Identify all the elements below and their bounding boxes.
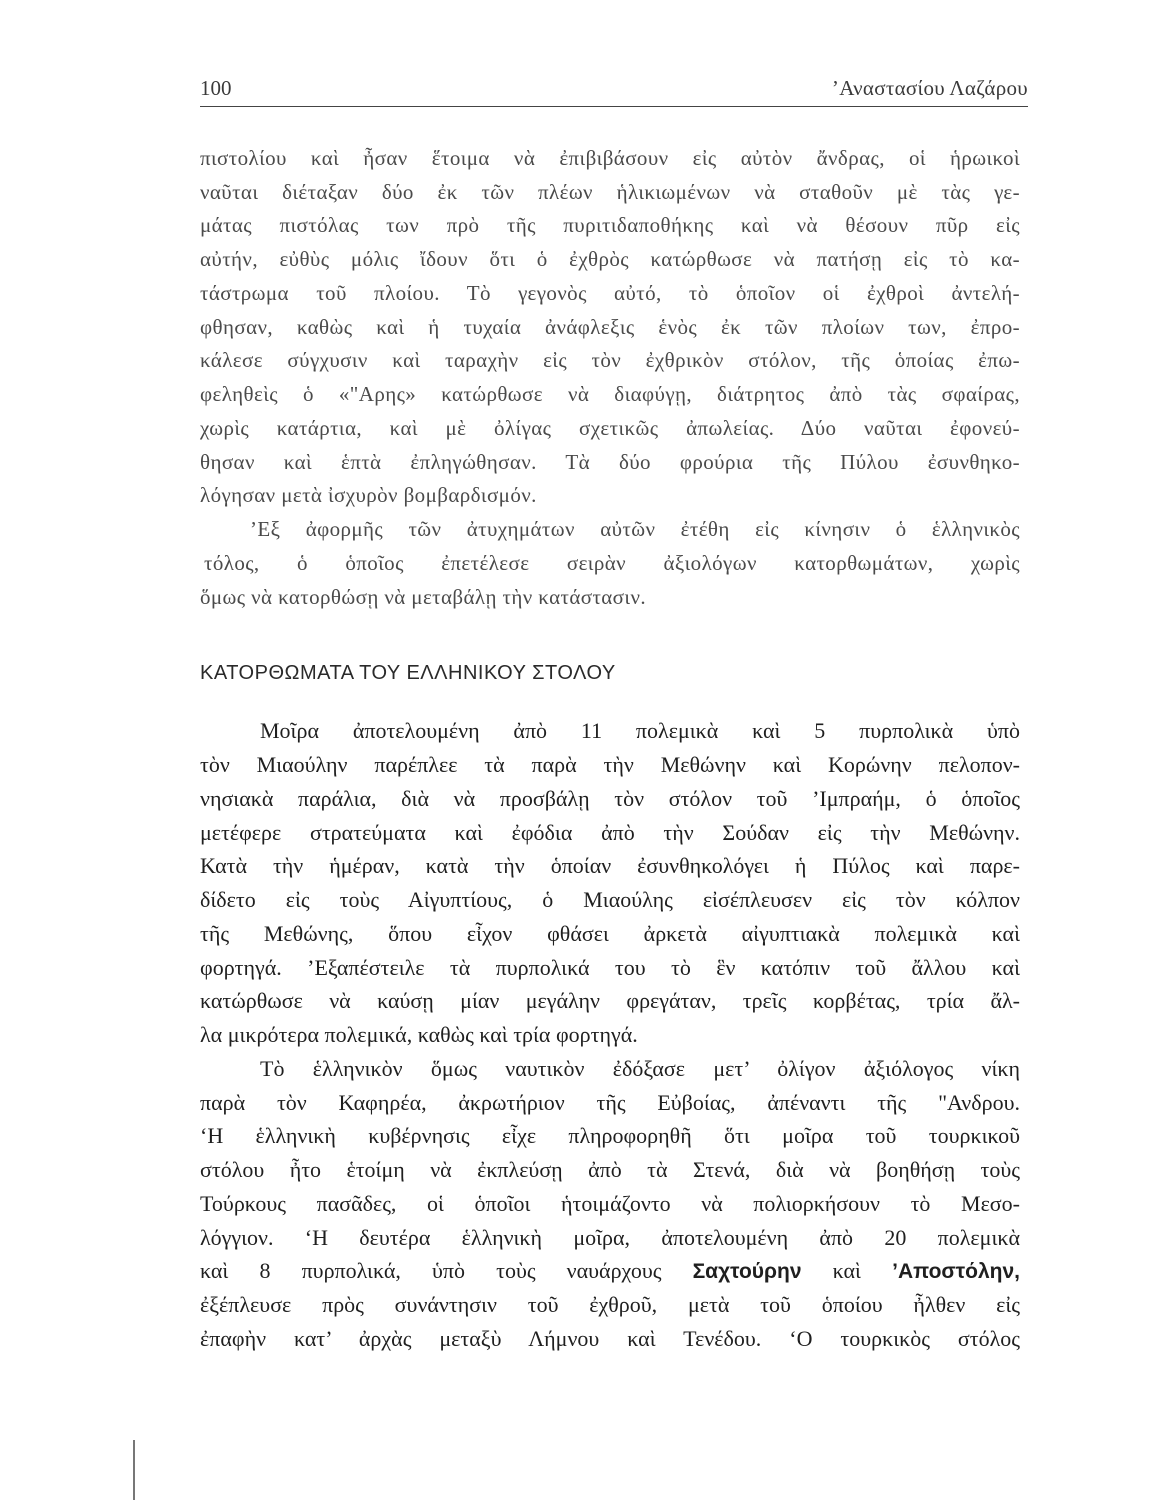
running-head: ’Αναστασίου Λαζάρου	[831, 76, 1028, 100]
text-line: ὅμως νὰ κατορθώσῃ νὰ μεταβάλῃ τὴν κατάστασιν.	[200, 585, 646, 609]
text-line: νησιακὰ παράλια, διὰ νὰ προσβάλῃ τὸν στόλον τοῦ ’Ιμπραήμ, ὁ ὁποῖος	[200, 786, 1020, 811]
text-line-with-names	[200, 1258, 1020, 1284]
text-line: μάτας πιστόλας των πρὸ τῆς πυριτιδαποθήκης καὶ νὰ θέσουν πῦρ εἰς	[200, 213, 1020, 237]
text-line: τῆς Μεθώνης, ὅπου εἶχον φθάσει ἀρκετὰ αἰγυπτιακὰ πολεμικὰ καὶ	[200, 921, 1020, 946]
text-line: πιστολίου καὶ ἦσαν ἕτοιμα νὰ ἐπιβιβάσουν εἰς αὐτὸν ἄνδρας, οἱ ἡρωικοὶ	[200, 146, 1020, 170]
text-line: δίδετο εἰς τοὺς Αἰγυπτίους, ὁ Μιαούλης εἰσέπλευσεν εἰς τὸν κόλπον	[200, 887, 1020, 912]
text-line: ’Εξ ἀφορμῆς τῶν ἀτυχημάτων αὐτῶν ἐτέθη εἰς κίνησιν ὁ ἑλληνικὸς	[250, 517, 1020, 541]
page-number: 100	[200, 76, 232, 100]
text-line: λόγγιον. ‘Η δευτέρα ἑλληνικὴ μοῖρα, ἀποτελουμένη ἀπὸ 20 πολεμικὰ	[200, 1225, 1020, 1250]
text-line: φθησαν, καθὼς καὶ ἡ τυχαία ἀνάφλεξις ἑνὸς ἐκ τῶν πλοίων των, ἐπρο-	[200, 315, 1020, 339]
text-line: ναῦται διέταξαν δύο ἐκ τῶν πλέων ἡλικιωμένων νὰ σταθοῦν μὲ τὰς γε-	[200, 180, 1020, 204]
text-line: στόλου ἦτο ἑτοίμη νὰ ἐκπλεύσῃ ἀπὸ τὰ Στενά, διὰ νὰ βοηθήσῃ τοὺς	[200, 1157, 1020, 1182]
text-line: τάστρωμα τοῦ πλοίου. Τὸ γεγονὸς αὐτό, τὸ ὁποῖον οἱ ἐχθροὶ ἀντελή-	[200, 281, 1020, 305]
text-line: τὸν Μιαούλην παρέπλεε τὰ παρὰ τὴν Μεθώνην καὶ Κορώνην πελοπον-	[200, 752, 1020, 777]
text-line: αὐτήν, εὐθὺς μόλις ἴδουν ὅτι ὁ ἐχθρὸς κατώρθωσε νὰ πατήσῃ εἰς τὸ κα-	[200, 247, 1020, 271]
page-header	[200, 74, 1028, 102]
text-line: Τούρκους πασᾶδες, οἱ ὁποῖοι ἡτοιμάζοντο νὰ πολιορκήσουν τὸ Μεσο-	[200, 1191, 1020, 1216]
text-line: κατώρθωσε νὰ καύσῃ μίαν μεγάλην φρεγάταν, τρεῖς κορβέτας, τρία ἄλ-	[200, 988, 1020, 1013]
text-line: μετέφερε στρατεύματα καὶ ἐφόδια ἀπὸ τὴν Σούδαν εἰς τὴν Μεθώνην.	[200, 820, 1020, 845]
text-line: θησαν καὶ ἑπτὰ ἐπληγώθησαν. Τὰ δύο φρούρια τῆς Πύλου ἐσυνθηκο-	[200, 450, 1020, 474]
text-line: φεληθεὶς ὁ «"Αρης» κατώρθωσε νὰ διαφύγῃ, διάτρητος ἀπὸ τὰς σφαίρας,	[200, 382, 1020, 406]
section-heading: ΚΑΤΟΡΘΩΜΑΤΑ ΤΟΥ ΕΛΛΗΝΙΚΟΥ ΣΤΟΛΟΥ	[200, 662, 616, 684]
text-line: ‘Η ἑλληνικὴ κυβέρνησις εἶχε πληροφορηθῆ ὅτι μοῖρα τοῦ τουρκικοῦ	[200, 1123, 1020, 1148]
text-line: Κατὰ τὴν ἡμέραν, κατὰ τὴν ὁποίαν ἐσυνθηκολόγει ἡ Πύλος καὶ παρε-	[200, 853, 1020, 878]
admiral-name-sachtouris: Σαχτούρην	[692, 1260, 802, 1283]
text-line: φορτηγά. ’Εξαπέστειλε τὰ πυρπολικά του τὸ ἓν κατόπιν τοῦ ἄλλου καὶ	[200, 955, 1020, 980]
text-fragment: καὶ 8 πυρπολικά, ὑπὸ τοὺς ναυάρχους	[200, 1258, 662, 1283]
text-line: τόλος, ὁ ὁποῖος ἐπετέλεσε σειρὰν ἀξιολόγων κατορθωμάτων, χωρὶς	[204, 551, 1020, 575]
header-rule	[200, 106, 1028, 107]
text-line: χωρὶς κατάρτια, καὶ μὲ ὀλίγας σχετικῶς ἀπωλείας. Δύο ναῦται ἐφονεύ-	[200, 416, 1020, 440]
text-line: λα μικρότερα πολεμικά, καθὼς καὶ τρία φορτηγά.	[200, 1022, 638, 1047]
text-line: ἐξέπλευσε πρὸς συνάντησιν τοῦ ἐχθροῦ, μετὰ τοῦ ὁποίου ἦλθεν εἰς	[200, 1292, 1020, 1317]
conjunction: καὶ	[832, 1258, 861, 1283]
margin-scan-mark	[133, 1440, 135, 1500]
text-line: Τὸ ἑλληνικὸν ὅμως ναυτικὸν ἐδόξασε μετ’ ὀλίγον ἀξιόλογος νίκη	[260, 1056, 1020, 1081]
text-line: κάλεσε σύγχυσιν καὶ ταραχὴν εἰς τὸν ἐχθρικὸν στόλον, τῆς ὁποίας ἐπω-	[200, 348, 1020, 372]
text-line: ἐπαφὴν κατ’ ἀρχὰς μεταξὺ Λήμνου καὶ Τενέδου. ‘Ο τουρκικὸς στόλος	[200, 1326, 1020, 1351]
text-line: παρὰ τὸν Καφηρέα, ἀκρωτήριον τῆς Εὐβοίας, ἀπέναντι τῆς "Ανδρου.	[200, 1090, 1020, 1115]
text-line: λόγησαν μετὰ ἰσχυρὸν βομβαρδισμόν.	[200, 483, 537, 507]
text-line: Μοῖρα ἀποτελουμένη ἀπὸ 11 πολεμικὰ καὶ 5 πυρπολικὰ ὑπὸ	[260, 718, 1020, 743]
admiral-name-apostolis: ’Αποστόλην,	[892, 1260, 1021, 1283]
